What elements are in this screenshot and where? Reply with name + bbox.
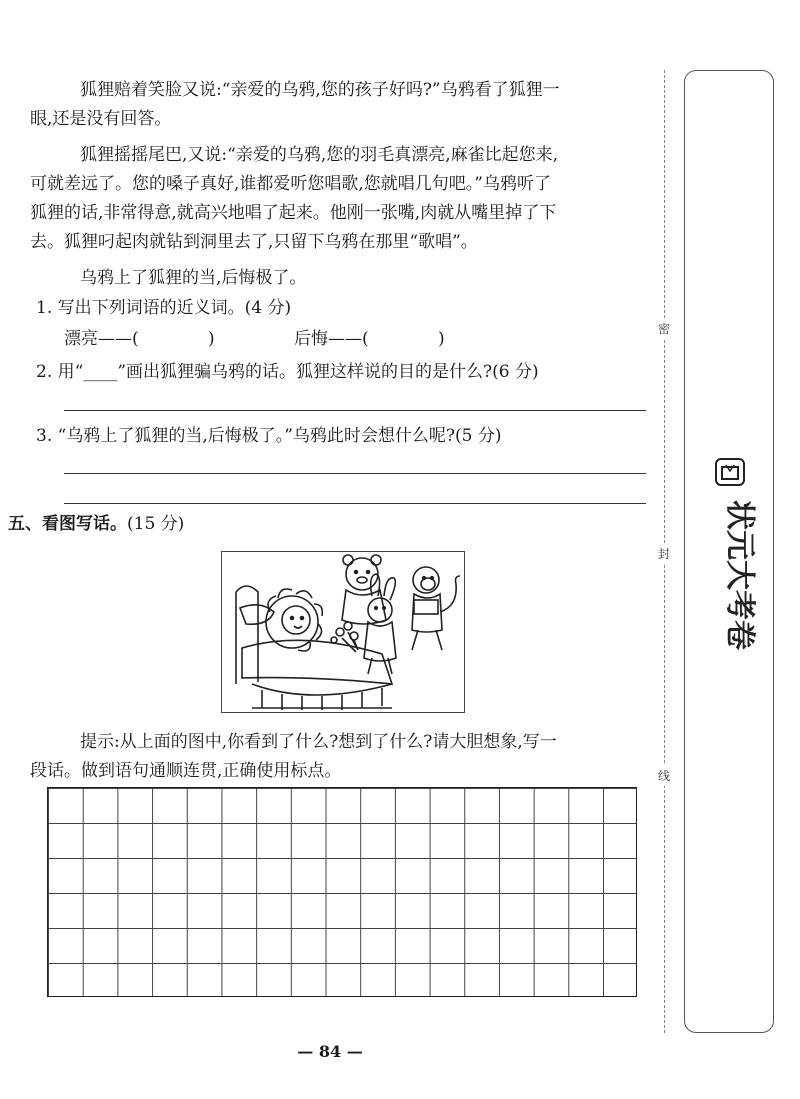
hint-line1: 提示:从上面的图中,你看到了什么?想到了什么?请大胆想象,写一 — [80, 732, 557, 752]
question-3: 3. “乌鸦上了狐狸的当,后悔极了。”乌鸦此时会想什么呢?(5 分) — [36, 426, 502, 446]
hint-line2: 段话。做到语句通顺连贯,正确使用标点。 — [30, 761, 342, 781]
section5-heading — [8, 512, 184, 536]
seal-char-mi: 密 — [658, 318, 670, 339]
story-para1-line1: 狐狸赔着笑脸又说:“亲爱的乌鸦,您的孩子好吗?”乌鸦看了狐狸一 — [80, 80, 560, 100]
q1-word2-close: ) — [438, 329, 445, 349]
q2-answer-line[interactable] — [64, 410, 646, 411]
brand-logo-text: 状元大考卷 — [722, 500, 757, 650]
q1-word1-close: ) — [208, 329, 215, 349]
writing-grid[interactable] — [47, 787, 637, 997]
brand-logo — [700, 455, 760, 655]
q3-answer-line-2[interactable] — [64, 503, 646, 504]
question-2: 2. 用“____”画出狐狸骗乌鸦的话。狐狸这样说的目的是什么?(6 分) — [36, 362, 539, 382]
story-para2-line2: 可就差远了。您的嗓子真好,谁都爱听您唱歌,您就唱几句吧。”乌鸦听了 — [30, 174, 551, 194]
question-1: 1. 写出下列词语的近义词。(4 分) — [36, 298, 292, 318]
q1-word1-label: 漂亮——( — [64, 329, 139, 349]
story-para2-line4: 去。狐狸叼起肉就钻到洞里去了,只留下乌鸦在那里“歌唱”。 — [30, 232, 478, 252]
section5-title: 五、看图写话。 — [8, 514, 127, 534]
story-para1-line2: 眼,还是没有回答。 — [30, 109, 172, 129]
seal-char-xian: 线 — [658, 765, 670, 786]
q1-word2-label: 后悔——( — [294, 329, 369, 349]
q3-answer-line-1[interactable] — [64, 473, 646, 474]
story-para2-line3: 狐狸的话,非常得意,就高兴地唱了起来。他刚一张嘴,肉就从嘴里掉了下 — [30, 203, 557, 223]
brand-logo-icon — [700, 455, 760, 655]
illustration-animals-visiting-lion — [221, 551, 465, 713]
page-number: — 84 — — [297, 1042, 363, 1061]
section5-score: (15 分) — [127, 514, 185, 534]
story-para2-line1: 狐狸摇摇尾巴,又说:“亲爱的乌鸦,您的羽毛真漂亮,麻雀比起您来, — [80, 145, 559, 165]
seal-char-feng: 封 — [658, 543, 670, 564]
illustration-drawing — [222, 552, 464, 712]
story-para3: 乌鸦上了狐狸的当,后悔极了。 — [80, 268, 307, 288]
